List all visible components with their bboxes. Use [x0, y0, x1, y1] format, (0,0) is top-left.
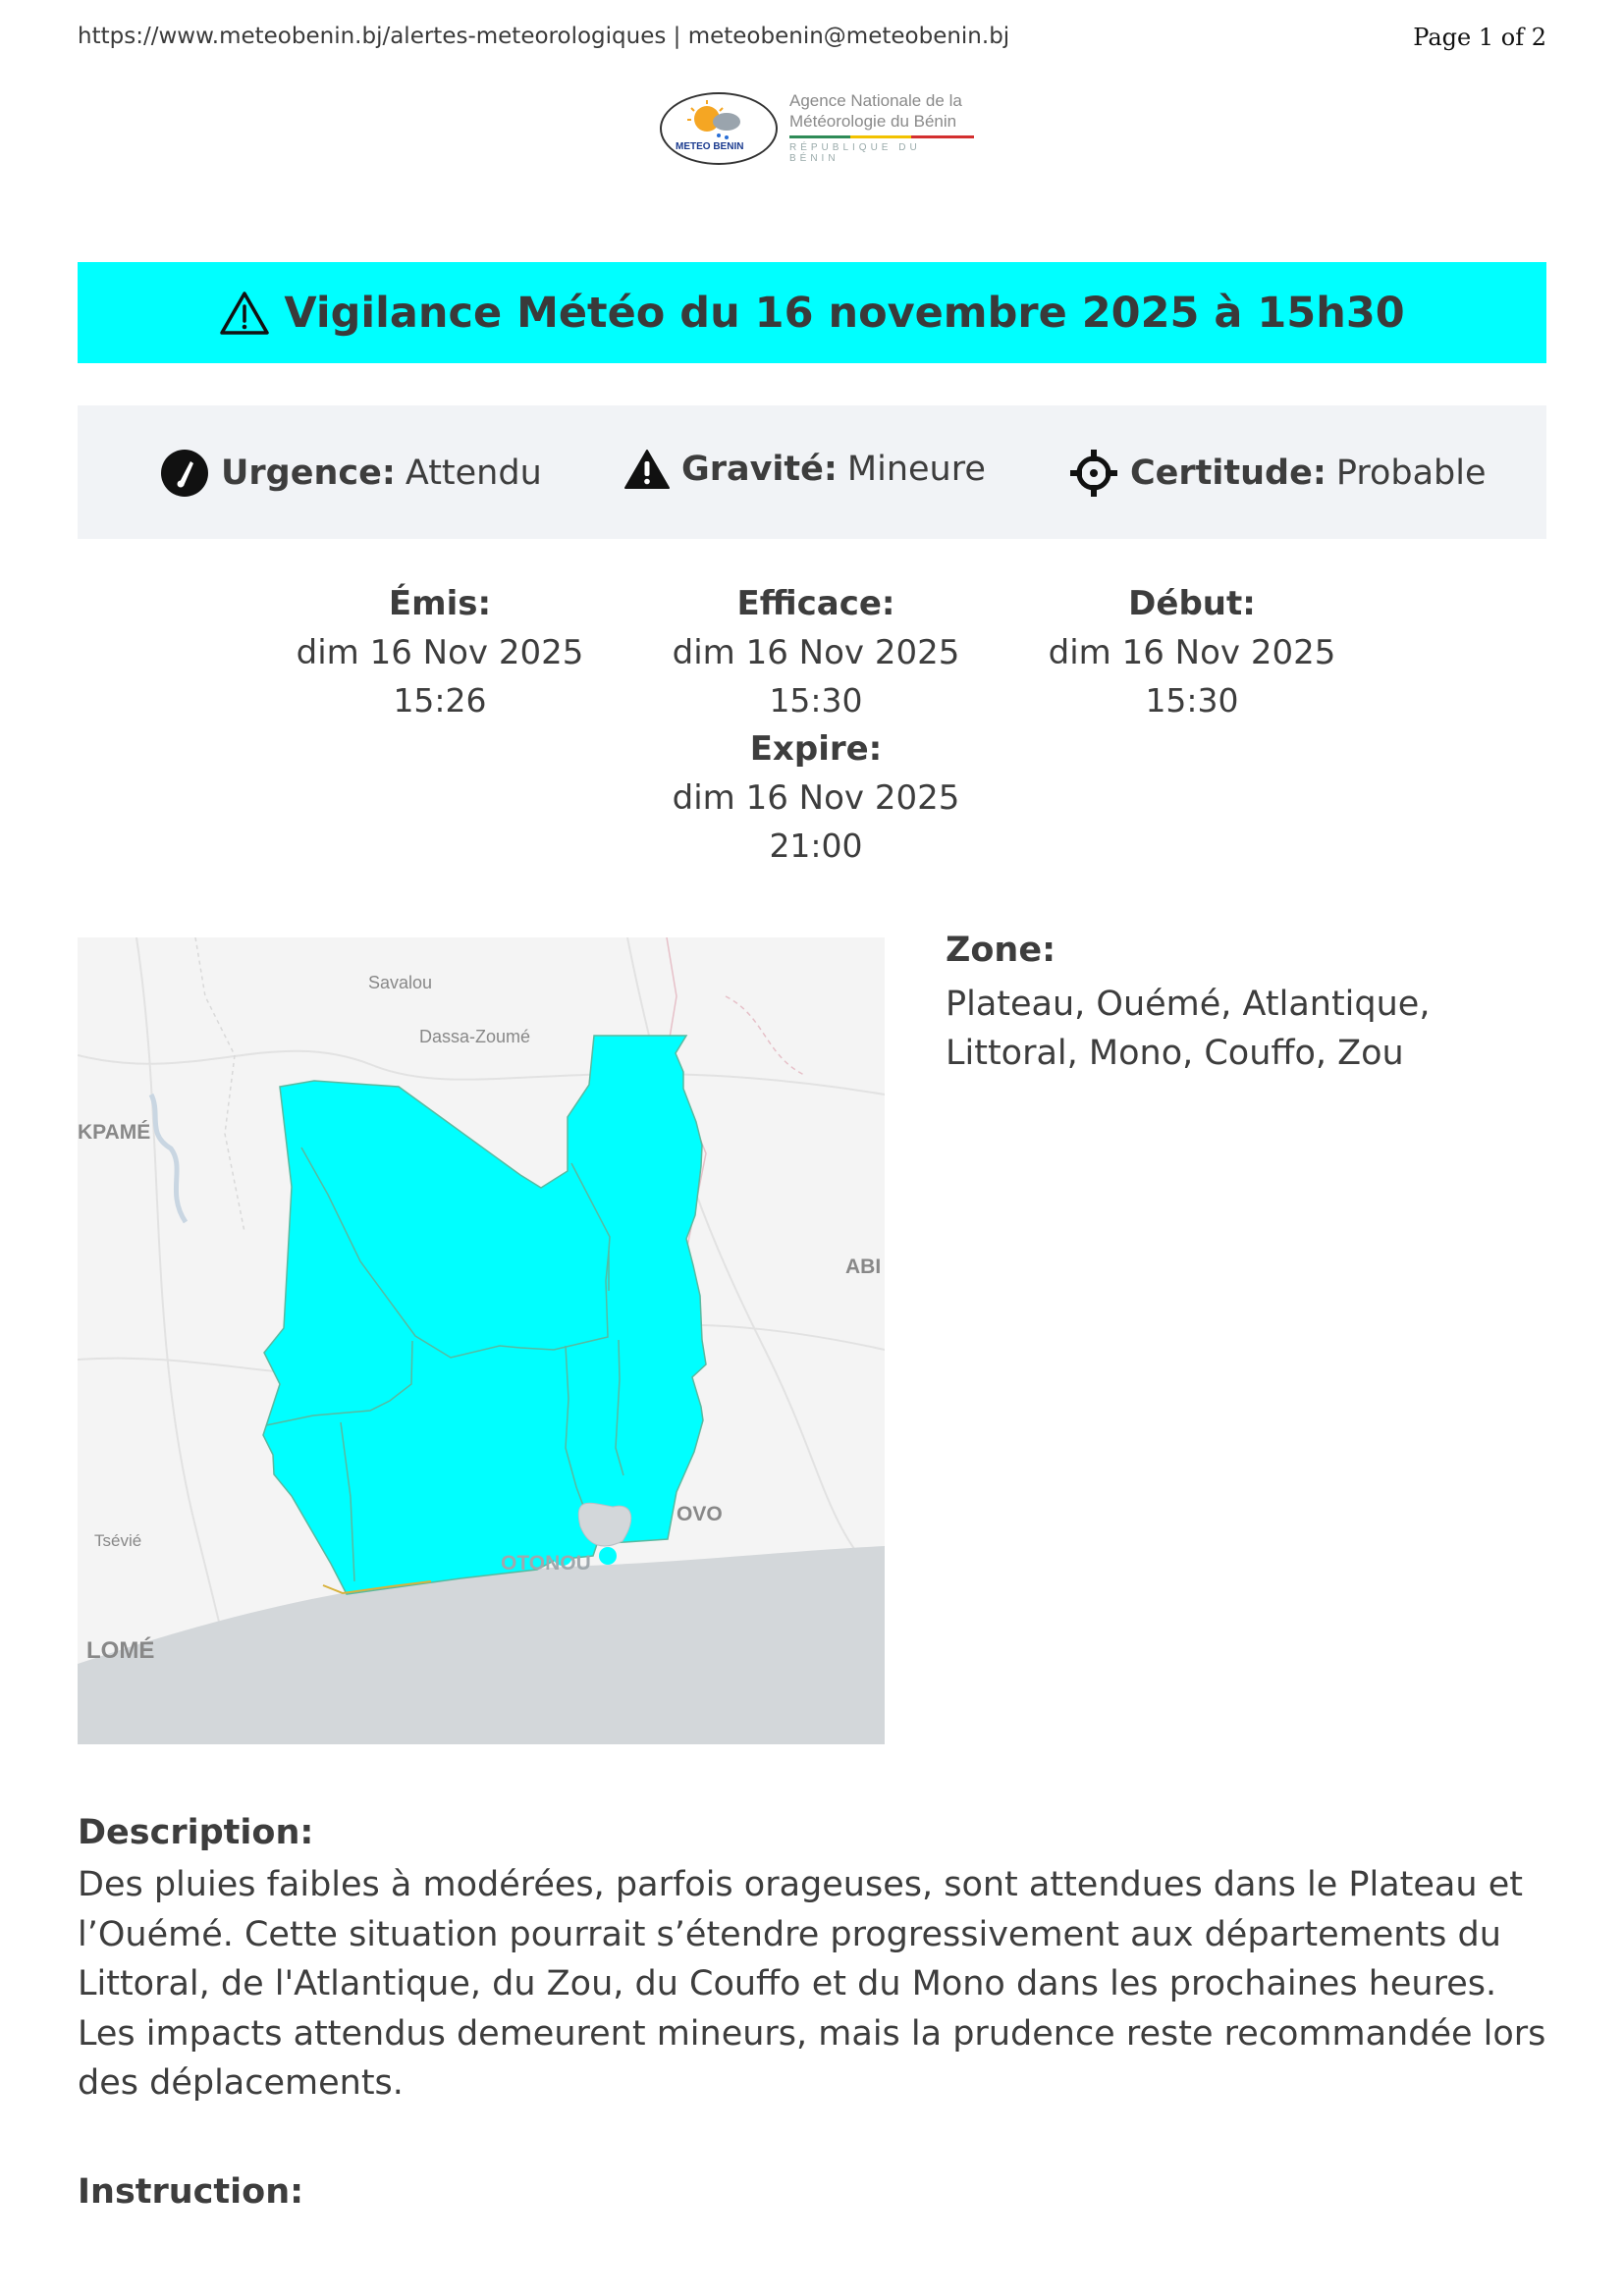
map-label-otonou: OTONOU: [501, 1552, 591, 1575]
map-label-tsevie: Tsévié: [94, 1531, 142, 1550]
expire-label: Expire:: [749, 729, 883, 769]
sun-cloud-icon: [662, 94, 776, 163]
certitude-label: Certitude:: [1130, 454, 1326, 493]
warning-outline-icon: [219, 291, 270, 336]
emis-time: 15:26: [393, 681, 487, 720]
logo-flag-rule: [789, 135, 974, 138]
map-label-lome: LOMÉ: [86, 1637, 155, 1664]
gravite-value: Mineure: [846, 450, 986, 489]
logo-line-1: Agence Nationale de la: [789, 91, 962, 110]
alert-map: [78, 937, 885, 1744]
gauge-icon: [160, 449, 209, 498]
zone-label: Zone:: [946, 931, 1056, 970]
debut-label: Début:: [1128, 584, 1256, 623]
expire-time: 21:00: [769, 827, 863, 865]
alert-title: Vigilance Météo du 16 novembre 2025 à 15h30: [284, 288, 1405, 338]
urgence-value: Attendu: [405, 454, 542, 493]
urgence-label: Urgence:: [221, 454, 396, 493]
logo-line-2: Météorologie du Bénin: [789, 112, 957, 131]
meta-certitude: [1069, 449, 1487, 498]
debut-time: 15:30: [1145, 681, 1239, 720]
meta-urgence: [160, 449, 542, 498]
page-number: Page 1 of 2: [1413, 24, 1546, 51]
expire-date: dim 16 Nov 2025: [672, 778, 960, 818]
instruction-label: Instruction:: [78, 2172, 304, 2212]
alert-map-graphic: [78, 937, 885, 1744]
logo-badge: [660, 92, 778, 165]
date-debut: [1005, 579, 1379, 724]
meta-gravite: [624, 449, 986, 490]
source-url: https://www.meteobenin.bj/alertes-meteorologiques | meteobenin@meteobenin.bj: [78, 24, 1010, 49]
map-label-ovo: OVO: [677, 1503, 723, 1525]
efficace-time: 15:30: [769, 681, 863, 720]
alert-banner: [78, 262, 1546, 363]
debut-date: dim 16 Nov 2025: [1048, 633, 1336, 672]
efficace-date: dim 16 Nov 2025: [672, 633, 960, 672]
alert-meta-box: [78, 405, 1546, 539]
warning-icon: [624, 449, 670, 490]
certitude-value: Probable: [1335, 454, 1487, 493]
description-text: Des pluies faibles à modérées, parfois orageuses, sont attendues dans le Plateau et l’Ouémé. Cette situation pourrait s’étendre progressivement aux départements du Littoral, de l'Atlantique, du Zou, du Couffo et du Mono dans les prochaines heures. Les impacts attendus demeurent mineurs, mais la prudence reste recommandée lors des déplacements.: [78, 1865, 1546, 2103]
zone-value: Plateau, Ouémé, Atlantique, Littoral, Mono, Couffo, Zou: [946, 985, 1431, 1073]
agency-logo: [660, 90, 974, 169]
gravite-label: Gravité:: [681, 450, 838, 489]
description-label: Description:: [78, 1813, 314, 1852]
map-label-kpame: KPAMÉ: [78, 1121, 151, 1144]
emis-label: Émis:: [388, 584, 492, 623]
emis-date: dim 16 Nov 2025: [296, 633, 584, 672]
crosshair-icon: [1069, 449, 1118, 498]
map-label-savalou: Savalou: [368, 973, 433, 992]
map-label-abi: ABI: [845, 1255, 882, 1278]
date-emis: [253, 579, 626, 724]
date-efficace: [629, 579, 1002, 870]
logo-line-3: RÉPUBLIQUE DU BÉNIN: [789, 142, 921, 164]
map-label-dassa-zoume: Dassa-Zoumé: [419, 1027, 531, 1046]
logo-badge-text: METEO BENIN: [676, 141, 744, 152]
efficace-label: Efficace:: [736, 584, 895, 623]
